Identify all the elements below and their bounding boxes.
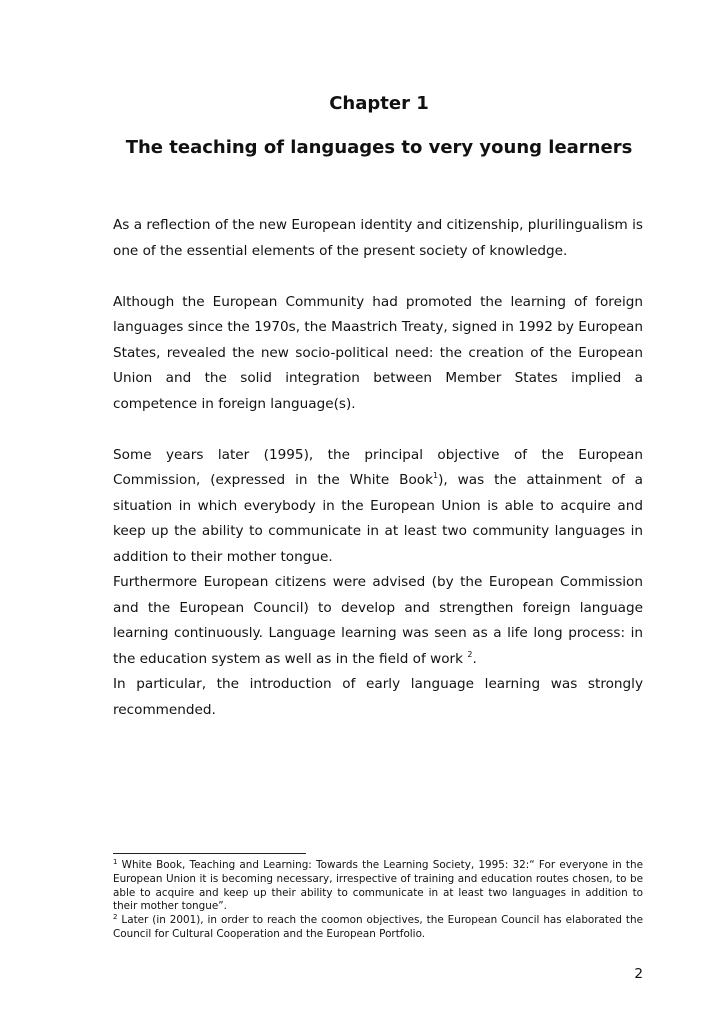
- footnote-ref-2: 2: [467, 649, 473, 659]
- footnotes: [113, 859, 643, 942]
- footnote-2-number: 2: [113, 913, 118, 922]
- paragraph-4-text-a: Furthermore European citizens were advised (by the European Commission and the European Council) to develop and strengthen foreign language learning continuously. Language learning was seen as a life long process: in the education system as well as in the field of work: [113, 574, 643, 667]
- footnote-2: [113, 914, 643, 942]
- footnote-divider: [113, 853, 306, 854]
- footnote-1: [113, 859, 643, 914]
- paragraph-5: In particular, the introduction of early language learning was strongly recommended.: [113, 676, 643, 718]
- footnote-1-text: White Book, Teaching and Learning: Towards the Learning Society, 1995: 32:“ For everyone in the European Union it is becoming necessary, irrespective of training and education routes chosen, to be able to acquire and keep up their ability to communicate in at least two languages in addition to their mother tongue”.: [113, 859, 643, 913]
- body-text: [113, 213, 643, 723]
- paragraph-3-text-b: ), was the attainment of a situation in which everybody in the European Union is able to acquire and keep up the ability to communicate in at least two community languages in addition to their mother tongue.: [113, 472, 644, 565]
- paragraph-3: [113, 443, 643, 571]
- chapter-label: Chapter 1: [329, 93, 429, 114]
- paragraph-4-text-b: .: [472, 650, 477, 667]
- footnote-2-text: Later (in 2001), in order to reach the coomon objectives, the European Council has elaborated the Council for Cultural Cooperation and the European Portfolio.: [113, 914, 643, 940]
- paragraph-4: [113, 570, 643, 672]
- chapter-title: The teaching of languages to very young learners: [125, 137, 633, 158]
- paragraph-1: As a reflection of the new European identity and citizenship, plurilingualism is one of the essential elements of the present society of knowledge.: [113, 217, 643, 259]
- paragraph-3-text-a: Some years later (1995), the principal objective of the European Commission, (expressed in the White Book: [113, 446, 643, 488]
- footnote-ref-1: 1: [433, 471, 439, 480]
- footnote-1-number: 1: [113, 858, 118, 866]
- paragraph-2: Although the European Community had promoted the learning of foreign languages since the 1970s, the Maastrich Treaty, signed in 1992 by European States, revealed the new socio-political need: the creation of the European Union and the solid integration between Member States implied a competence in foreign language(s).: [113, 293, 643, 412]
- page-number: 2: [634, 966, 643, 982]
